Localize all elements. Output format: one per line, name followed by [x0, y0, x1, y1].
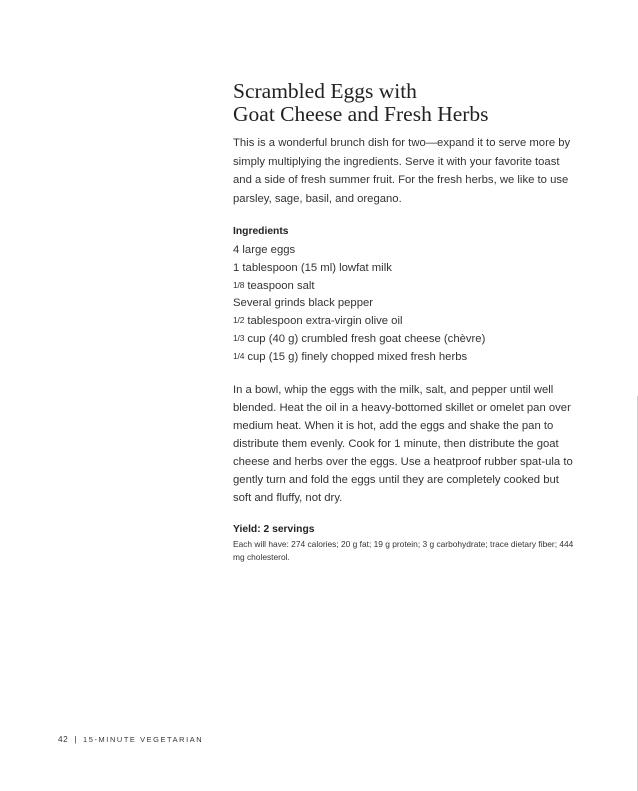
ingredient-item — [233, 242, 578, 260]
recipe-title-line-1: Scrambled Eggs with — [233, 79, 417, 103]
yield-heading: Yield: 2 servings — [233, 524, 315, 536]
recipe-title-line-2: Goat Cheese and Fresh Herbs — [233, 102, 489, 126]
ingredient-text: Several grinds black pepper — [233, 297, 374, 310]
recipe-intro: This is a wonderful brunch dish for two—expand it to serve more by simply multiplying the ingredients. Serve it with your favorite toast and a side of fresh summer fruit. For the fresh herbs, we like to use parsley, sage, basil, and oregano. — [233, 137, 571, 205]
ingredients-heading: Ingredients — [233, 226, 289, 237]
ingredient-fraction: 1/8 — [233, 279, 245, 290]
ingredient-text: cup (40 g) crumbled fresh goat cheese (chèvre) — [244, 332, 486, 345]
ingredient-fraction: 1/2 — [233, 315, 245, 326]
ingredient-text: tablespoon extra-virgin olive oil — [244, 315, 403, 328]
ingredients-list — [233, 242, 578, 367]
page-number: 42 — [58, 735, 69, 744]
ingredient-text: 4 large eggs — [233, 244, 296, 256]
ingredient-text: teaspoon salt — [244, 279, 315, 292]
ingredient-item — [233, 278, 578, 296]
recipe-method: In a bowl, whip the eggs with the milk, salt, and pepper until well blended. Heat the oil in a heavy-bottomed skillet or omelet pan over medium heat. When it is hot, add the eggs and shake the pan to distribute them evenly. Cook for 1 minute, then distribute the goat cheese and herbs over the eggs. Use a heatproof rubber spat-ula to gently turn and fold the eggs until they are completely cooked but soft and fluffy, not dry. — [233, 383, 573, 505]
ingredient-fraction: 1/3 — [233, 332, 245, 343]
ingredient-item — [233, 331, 578, 349]
nutrition-info: Each will have: 274 calories; 20 g fat; 19 g protein; 3 g carbohydrate; trace dietary fiber; 444 mg cholesterol. — [233, 539, 574, 562]
ingredient-item — [233, 313, 578, 331]
ingredient-text: 1 tablespoon (15 ml) lowfat milk — [233, 261, 392, 274]
recipe-title — [233, 80, 578, 126]
recipe-content — [233, 80, 578, 563]
ingredient-item — [233, 295, 578, 313]
footer-separator: | — [74, 735, 78, 744]
ingredient-text: cup (15 g) finely chopped mixed fresh herbs — [244, 350, 468, 363]
page-footer — [58, 735, 203, 744]
book-title: 15-MINUTE VEGETARIAN — [83, 735, 204, 744]
ingredient-fraction: 1/4 — [233, 350, 245, 361]
ingredient-item — [233, 260, 578, 278]
ingredient-item — [233, 349, 578, 367]
